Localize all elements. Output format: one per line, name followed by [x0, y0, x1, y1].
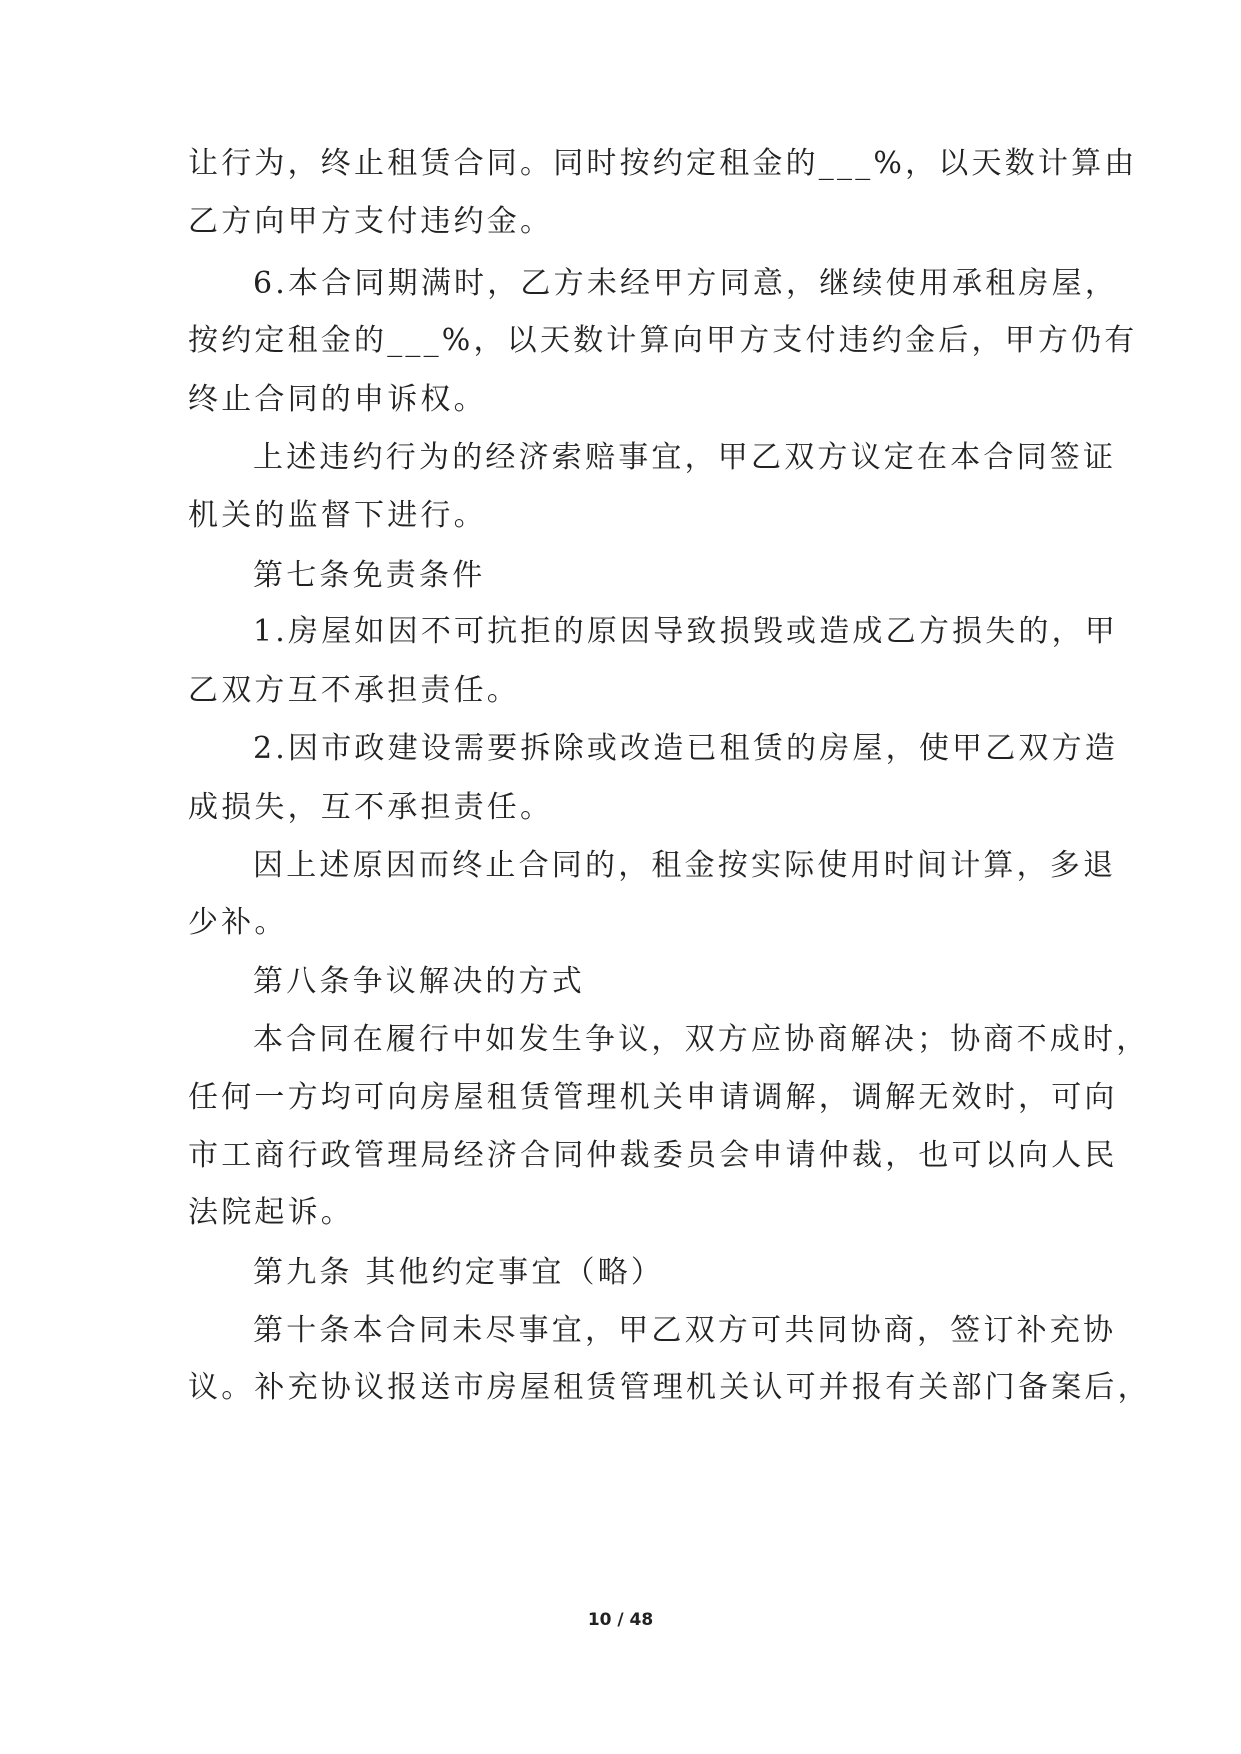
text-line-4: 按约定租金的___%，以天数计算向甲方支付违约金后，甲方仍有 — [188, 323, 1138, 358]
text-line-19: 法院起诉。 — [188, 1195, 354, 1230]
text-line-22: 议。补充协议报送市房屋租赁管理机关认可并报有关部门备案后， — [188, 1370, 1151, 1405]
text-line-1: 让行为，终止租赁合同。同时按约定租金的___%，以天数计算由 — [188, 146, 1138, 181]
page-number: 10 / 48 — [587, 1610, 654, 1630]
text-line-13: 因上述原因而终止合同的，租金按实际使用时间计算，多退 — [253, 848, 1117, 883]
text-line-18: 市工商行政管理局经济合同仲裁委员会申请仲裁，也可以向人民 — [188, 1138, 1118, 1173]
text-line-6: 上述违约行为的经济索赔事宜，甲乙双方议定在本合同签证 — [253, 440, 1117, 475]
text-line-3: 6.本合同期满时，乙方未经甲方同意，继续使用承租房屋， — [253, 266, 1119, 301]
text-line-16: 本合同在履行中如发生争议，双方应协商解决；协商不成时， — [253, 1022, 1150, 1057]
text-line-14: 少补。 — [188, 905, 288, 940]
text-line-12: 成损失，互不承担责任。 — [188, 790, 554, 825]
section-heading-7: 第七条免责条件 — [253, 558, 486, 593]
text-line-2: 乙方向甲方支付违约金。 — [188, 204, 554, 239]
text-line-10: 乙双方互不承担责任。 — [188, 673, 520, 708]
text-line-17: 任何一方均可向房屋租赁管理机关申请调解，调解无效时，可向 — [188, 1080, 1118, 1115]
text-line-5: 终止合同的申诉权。 — [188, 382, 487, 417]
text-line-7: 机关的监督下进行。 — [188, 498, 487, 533]
text-line-11: 2.因市政建设需要拆除或改造已租赁的房屋，使甲乙双方造 — [253, 731, 1119, 766]
section-heading-8: 第八条争议解决的方式 — [253, 964, 585, 999]
text-line-21: 第十条本合同未尽事宜，甲乙双方可共同协商，签订补充协 — [253, 1313, 1117, 1348]
section-heading-9: 第九条 其他约定事宜（略） — [253, 1255, 665, 1290]
text-line-9: 1.房屋如因不可抗拒的原因导致损毁或造成乙方损失的，甲 — [253, 614, 1119, 649]
